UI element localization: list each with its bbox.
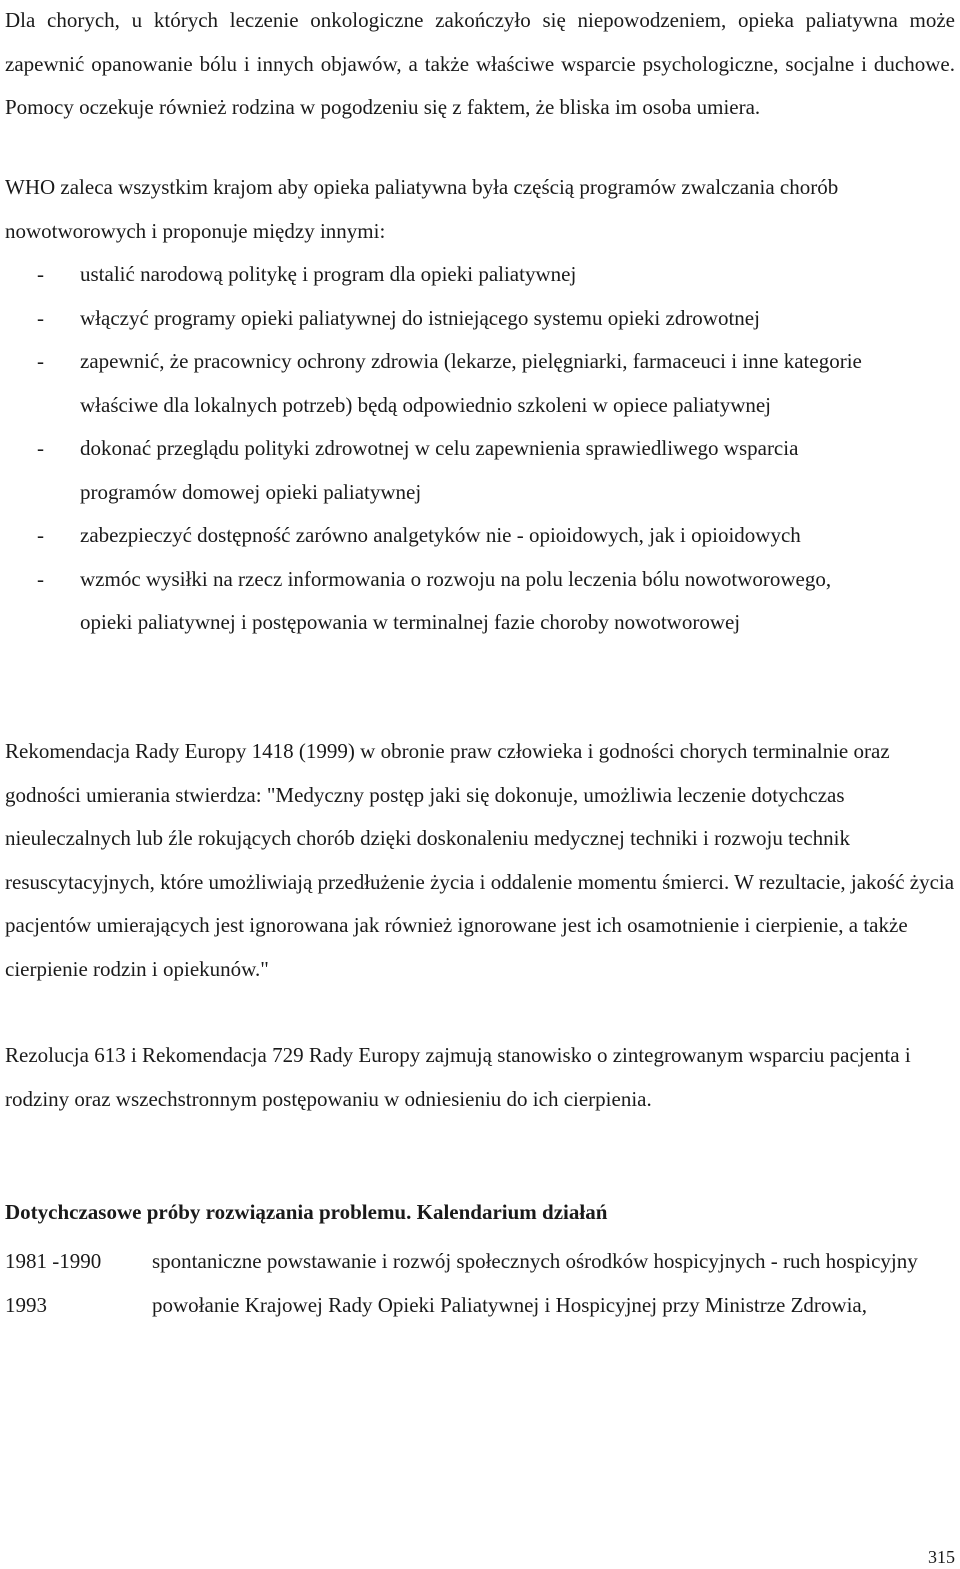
- list-item: - wzmóc wysiłki na rzecz informowania o rozwoju na polu leczenia bólu nowotworowego, opieki paliatywnej i postępowania w terminalnej fazie choroby nowotworowej: [5, 558, 955, 645]
- list-bullet: -: [37, 349, 44, 373]
- timeline-row: [5, 1284, 955, 1328]
- section-heading: Dotychczasowe próby rozwiązania problemu. Kalendarium działań: [5, 1200, 608, 1224]
- timeline-row: [5, 1240, 955, 1284]
- list-bullet: -: [37, 305, 44, 330]
- list-item: - zabezpieczyć dostępność zarówno analgetyków nie - opioidowych, jak i opioidowych: [5, 514, 955, 558]
- who-recommendation-list: [5, 253, 955, 645]
- list-item: - ustalić narodową politykę i program dla opieki paliatywnej: [5, 253, 955, 297]
- list-item: - włączyć programy opieki paliatywnej do istniejącego systemu opieki zdrowotnej: [5, 297, 955, 341]
- timeline-text: powołanie Krajowej Rady Opieki Paliatywnej i Hospicyjnej przy Ministrze Zdrowia,: [152, 1292, 867, 1317]
- timeline: [5, 1240, 955, 1327]
- page-number: 315: [928, 1547, 955, 1567]
- list-bullet: -: [37, 262, 44, 286]
- list-item: - dokonać przeglądu polityki zdrowotnej w celu zapewnienia sprawiedliwego wsparcia programów domowej opieki paliatywnej: [5, 427, 955, 514]
- paragraph-council-of-europe-1418: Rekomendacja Rady Europy 1418 (1999) w obronie praw człowieka i godności chorych terminalnie oraz godności umierania stwierdza: "Medyczny postęp jaki się dokonuje, umożliwia leczenie dotychczas nieuleczalnych lub źle rokujących chorób dzięki doskonaleniu medycznej techniki i rozwoju technik resuscytacyjnych, które umożliwiają przedłużenie życia i oddalenie momentu śmierci. W rezultacie, jakość życia pacjentów umierających jest ignorowana jak również ignorowane jest ich osamotnienie i cierpienie, a także cierpienie rodzin i opiekunów.": [5, 739, 955, 981]
- paragraph-palliative-care: Dla chorych, u których leczenie onkologiczne zakończyło się niepowodzeniem, opieka paliatywna może zapewnić opanowanie bólu i innych objawów, a także właściwe wsparcie psychologiczne, socjalne i duchowe. Pomocy oczekuje również rodzina w pogodzeniu się z faktem, że bliska im osoba umiera.: [5, 8, 955, 119]
- timeline-date: 1993: [5, 1292, 47, 1317]
- timeline-date: 1981 -1990: [5, 1249, 102, 1273]
- list-bullet: -: [37, 566, 44, 591]
- list-bullet: -: [37, 523, 44, 547]
- list-item: - zapewnić, że pracownicy ochrony zdrowia (lekarze, pielęgniarki, farmaceuci i inne kategorie właściwe dla lokalnych potrzeb) będą odpowiednio szkoleni w opiece paliatywnej: [5, 340, 955, 427]
- paragraph-who-recommendation: WHO zaleca wszystkim krajom aby opieka paliatywna była częścią programów zwalczania chorób nowotworowych i proponuje między innymi:: [5, 175, 839, 243]
- paragraph-resolution-613: Rezolucja 613 i Rekomendacja 729 Rady Europy zajmują stanowisko o zintegrowanym wsparciu pacjenta i rodziny oraz wszechstronnym postępowaniu w odniesieniu do ich cierpienia.: [5, 1043, 911, 1111]
- timeline-text: spontaniczne powstawanie i rozwój społecznych ośrodków hospicyjnych - ruch hospicyjny: [152, 1249, 918, 1273]
- list-bullet: -: [37, 436, 44, 460]
